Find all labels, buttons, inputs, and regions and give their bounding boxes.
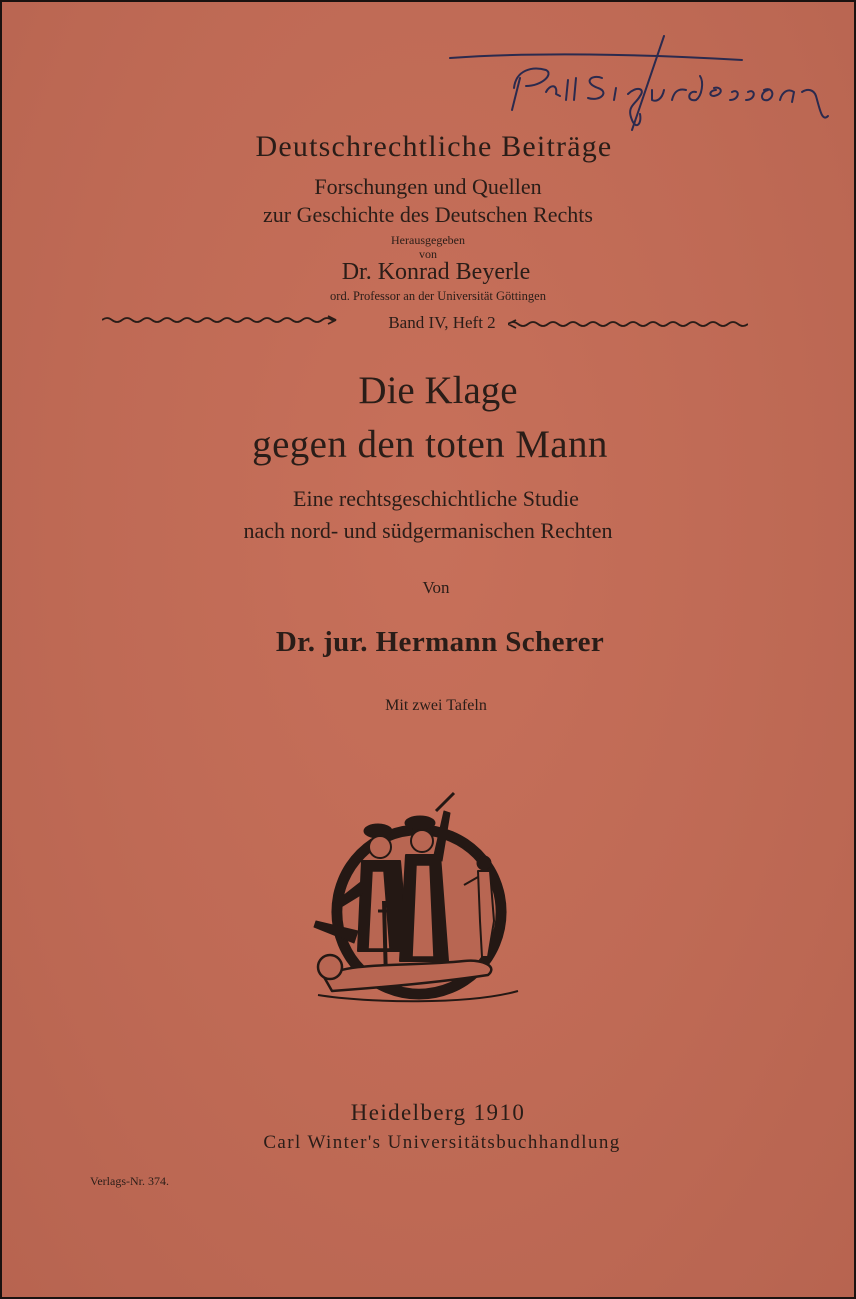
book-title-line1: Die Klage bbox=[358, 369, 518, 412]
volume-number: Band IV, Heft 2 bbox=[388, 313, 496, 332]
publisher-name: Carl Winter's Universitätsbuchhandlung bbox=[263, 1132, 621, 1153]
plates-note: Mit zwei Tafeln bbox=[385, 697, 487, 714]
series-subtitle-line1: Forschungen und Quellen bbox=[314, 174, 542, 199]
author-name: Dr. jur. Hermann Scherer bbox=[275, 626, 605, 658]
editor-affiliation: ord. Professor an der Universität Göttingen bbox=[330, 289, 546, 303]
book-title-line2: gegen den toten Mann bbox=[252, 423, 608, 466]
book-subtitle-line2: nach nord- und südgermanischen Rechten bbox=[243, 518, 613, 543]
medieval-emblem-illustration bbox=[288, 781, 550, 1043]
series-title: Deutschrechtliche Beiträge bbox=[255, 130, 613, 163]
edited-by-label: Herausgegeben bbox=[391, 233, 465, 247]
series-subtitle-line2: zur Geschichte des Deutschen Rechts bbox=[263, 202, 593, 227]
book-subtitle-line1: Eine rechtsgeschichtliche Studie bbox=[293, 486, 579, 511]
publisher-number: Verlags-Nr. 374. bbox=[90, 1174, 169, 1188]
by-label: Von bbox=[422, 578, 450, 597]
place-and-year: Heidelberg 1910 bbox=[350, 1100, 526, 1125]
wavy-rule-right bbox=[508, 318, 748, 332]
edited-by-von-label: von bbox=[419, 247, 437, 261]
editor-name: Dr. Konrad Beyerle bbox=[341, 259, 531, 285]
